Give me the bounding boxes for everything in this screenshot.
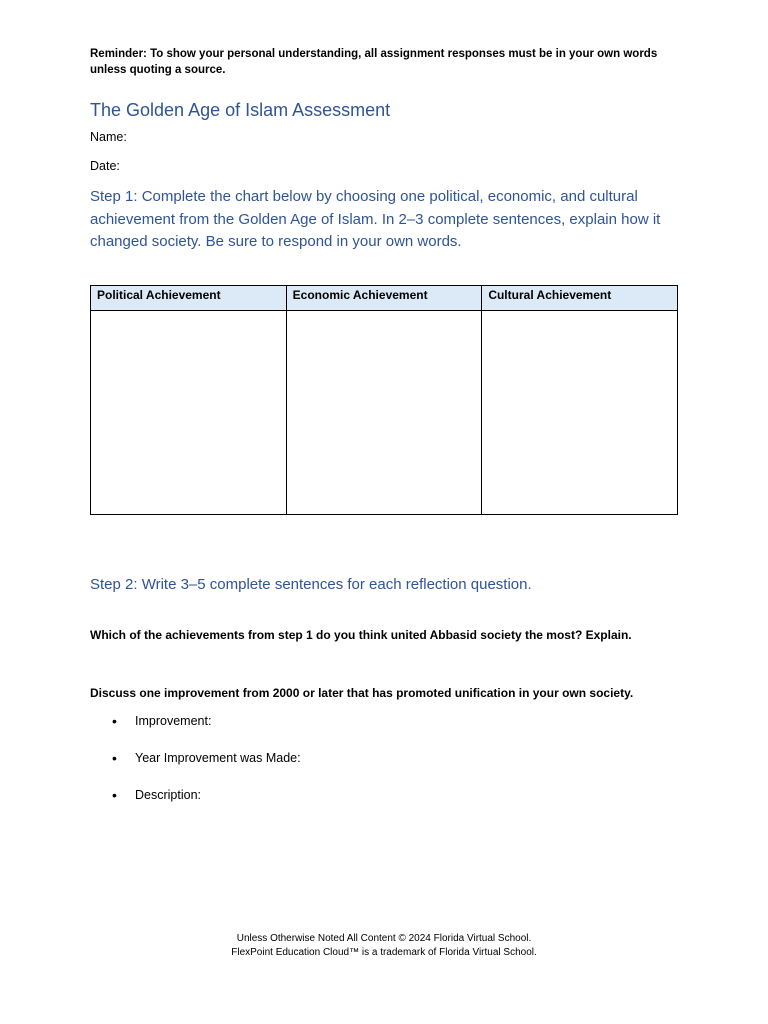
name-label: Name: [90,130,127,144]
list-item-improvement [90,713,678,729]
bullet-icon: • [112,712,117,729]
reminder-text: Reminder: To show your personal understanding, all assignment responses must be in your own words unless quoting a source. [90,48,658,76]
bullet-icon: • [112,786,117,803]
achievement-chart [90,285,678,515]
chart-header-row [91,285,678,310]
improvement-label: Improvement: [135,713,212,728]
chart-response-row [91,310,678,514]
cell-cultural-response[interactable] [482,310,678,514]
document-page [90,46,678,824]
step2-heading: Step 2: Write 3–5 complete sentences for each reflection question. [90,575,532,593]
page-footer [0,932,768,960]
improvement-list [90,713,678,803]
cell-economic-response[interactable] [286,310,482,514]
footer-copyright: Unless Otherwise Noted All Content © 2024 Florida Virtual School. [236,933,532,944]
step1-heading: Step 1: Complete the chart below by choosing one political, economic, and cultural achievement from the Golden Age of Islam. In 2–3 complete sentences, explain how it changed society. Be sure to respond in your own words. [90,188,661,250]
cell-political-response[interactable] [91,310,287,514]
header-cultural: Cultural Achievement [482,285,678,310]
list-item-year [90,750,678,766]
description-label: Description: [135,787,201,802]
header-political: Political Achievement [91,285,287,310]
reflection-question-1: Which of the achievements from step 1 do you think united Abbasid society the most? Explain. [90,627,632,642]
list-item-description [90,787,678,803]
reflection-question-2: Discuss one improvement from 2000 or later that has promoted unification in your own society. [90,685,634,700]
bullet-icon: • [112,749,117,766]
header-economic: Economic Achievement [286,285,482,310]
year-label: Year Improvement was Made: [135,750,301,765]
footer-trademark: FlexPoint Education Cloud™ is a trademark of Florida Virtual School. [231,947,537,958]
page-title: The Golden Age of Islam Assessment [90,100,391,120]
date-label: Date: [90,159,120,173]
